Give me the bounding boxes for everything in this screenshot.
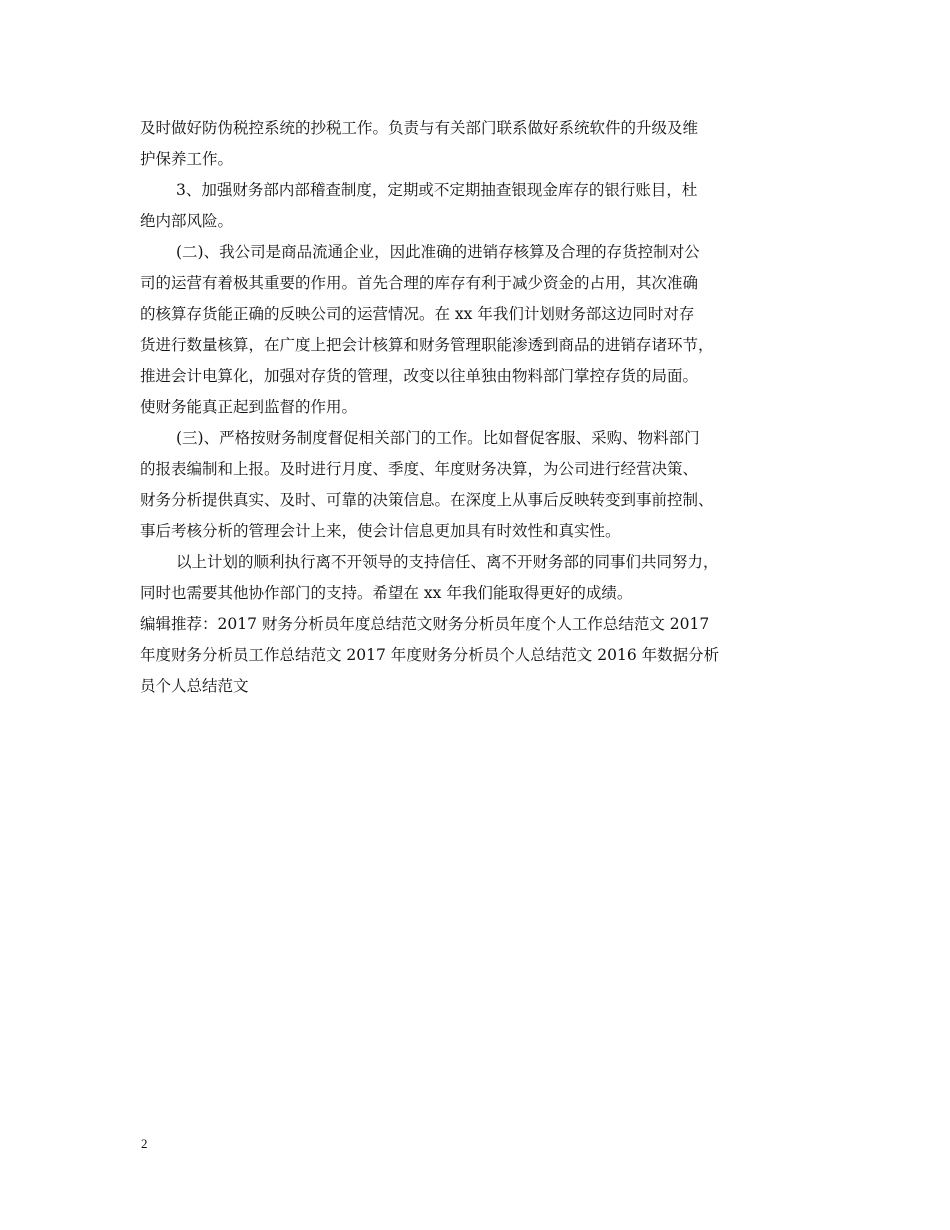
document-body xyxy=(140,113,812,702)
text-line-17: 编辑推荐：2017 财务分析员年度总结范文财务分析员年度个人工作总结范文 2017 xyxy=(140,615,710,633)
text-line-1: 及时做好防伪税控系统的抄税工作。负责与有关部门联系做好系统软件的升级及维 xyxy=(140,119,699,137)
text-line-4: 绝内部风险。 xyxy=(140,212,234,230)
text-line-8: 货进行数量核算，在广度上把会计核算和财务管理职能渗透到商品的进销存诸环节， xyxy=(140,336,714,354)
text-line-13: 财务分析提供真实、及时、可靠的决策信息。在深度上从事后反映转变到事前控制、 xyxy=(140,491,714,509)
text-line-7: 的核算存货能正确的反映公司的运营情况。在 xx 年我们计划财务部这边同时对存 xyxy=(140,305,695,323)
text-line-10: 使财务能真正起到监督的作用。 xyxy=(140,398,358,416)
text-line-3: 3、加强财务部内部稽查制度，定期或不定期抽查银现金库存的银行账目，杜 xyxy=(176,181,698,199)
text-line-19: 员个人总结范文 xyxy=(140,677,249,695)
text-line-12: 的报表编制和上报。及时进行月度、季度、年度财务决算，为公司进行经营决策、 xyxy=(140,460,699,478)
text-line-16: 同时也需要其他协作部门的支持。希望在 xx 年我们能取得更好的成绩。 xyxy=(140,584,633,602)
text-line-2: 护保养工作。 xyxy=(140,150,234,168)
text-line-6: 司的运营有着极其重要的作用。首先合理的库存有利于减少资金的占用，其次准确 xyxy=(140,274,699,292)
text-line-11: (三)、严格按财务制度督促相关部门的工作。比如督促客服、采购、物料部门 xyxy=(176,429,700,447)
text-line-14: 事后考核分析的管理会计上来，使会计信息更加具有时效性和真实性。 xyxy=(140,522,621,540)
text-line-9: 推进会计电算化，加强对存货的管理，改变以往单独由物料部门掌控存货的局面。 xyxy=(140,367,699,385)
text-line-5: (二)、我公司是商品流通企业，因此准确的进销存核算及合理的存货控制对公 xyxy=(176,243,700,261)
text-line-18: 年度财务分析员工作总结范文 2017 年度财务分析员个人总结范文 2016 年数据分析 xyxy=(140,646,720,664)
text-line-15: 以上计划的顺利执行离不开领导的支持信任、离不开财务部的同事们共同努力， xyxy=(176,553,719,571)
page-number: 2 xyxy=(141,1136,148,1151)
